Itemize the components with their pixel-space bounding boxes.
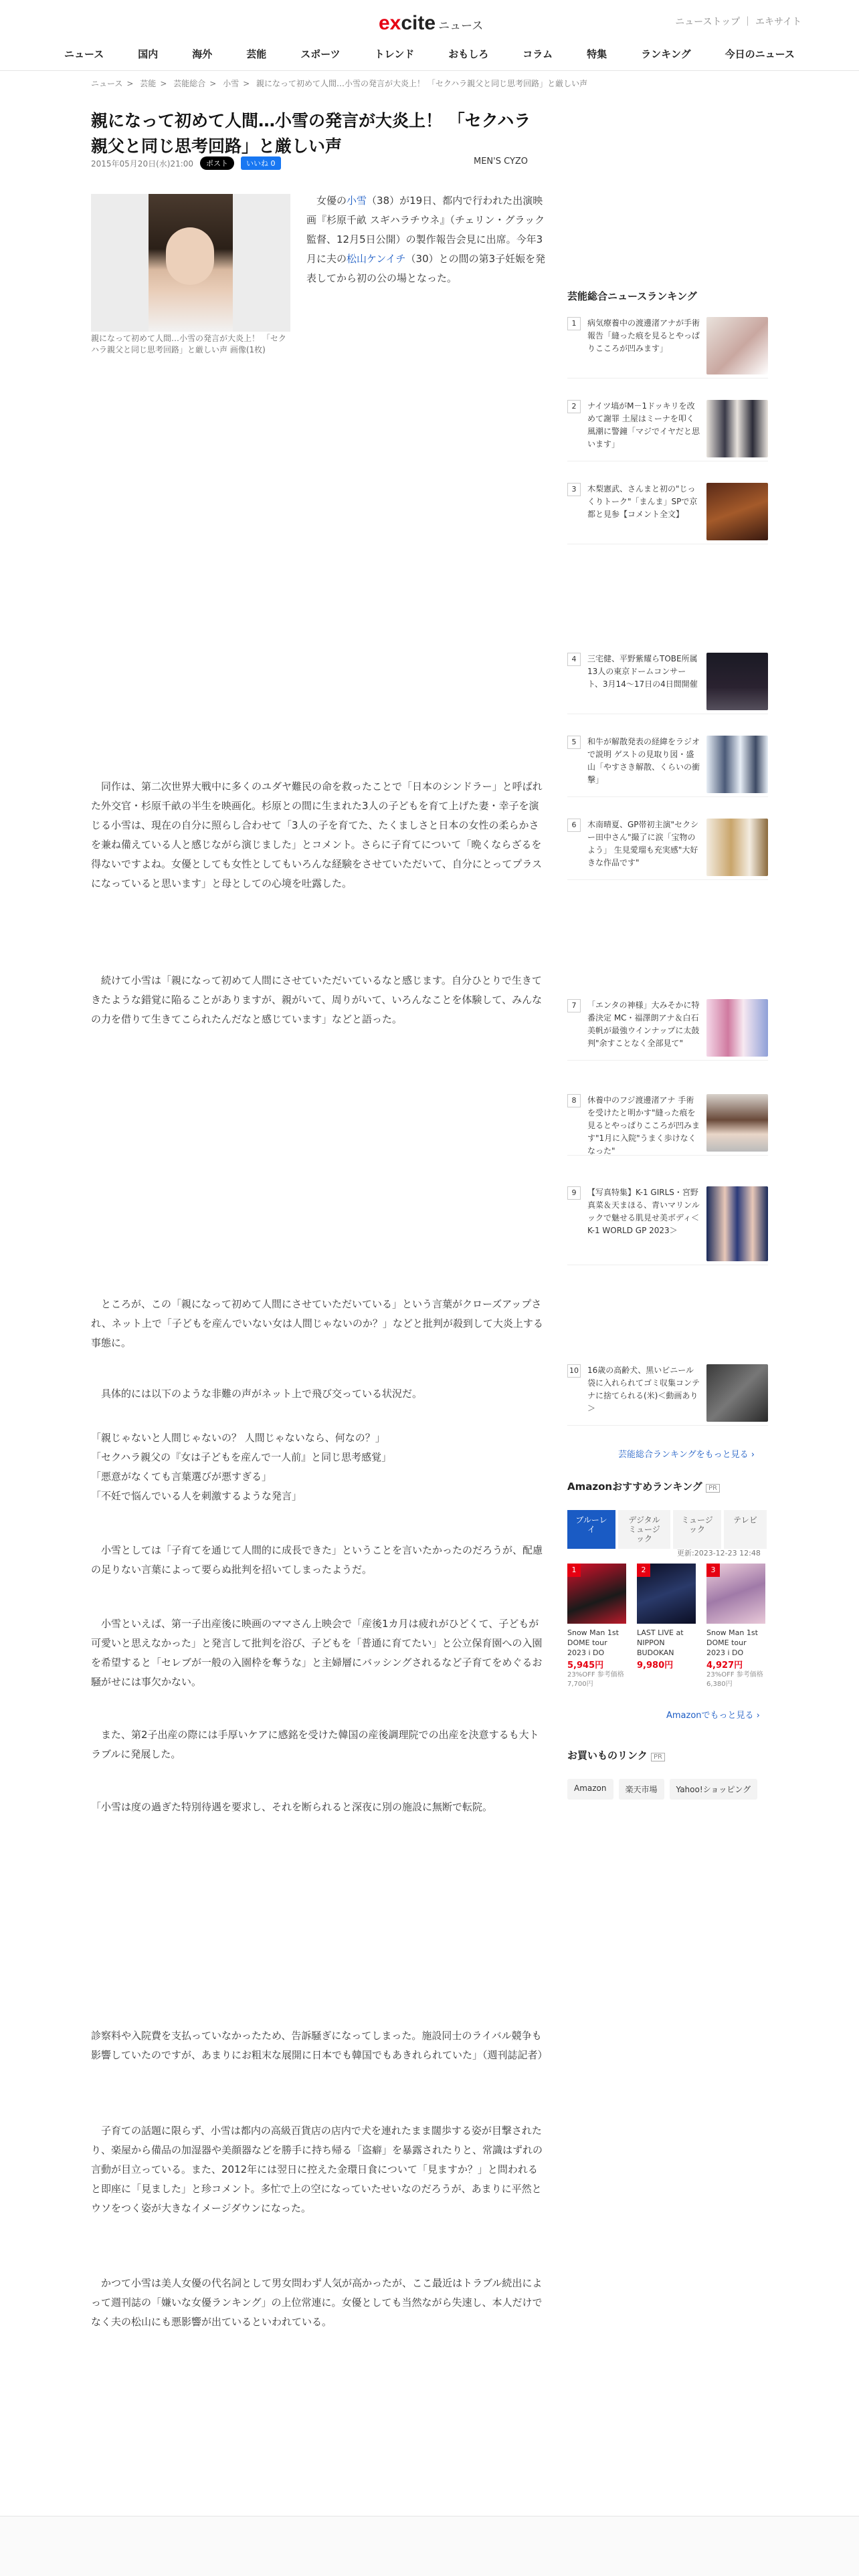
tag-link[interactable]: 小雪 [347, 195, 367, 207]
shop-link-yahoo[interactable]: Yahoo!ショッピング [670, 1779, 758, 1800]
breadcrumb-item[interactable]: 芸能 [140, 79, 157, 88]
product-name[interactable]: Snow Man 1st DOME tour 2023 i DO [706, 1628, 758, 1657]
breadcrumb-sep: > [243, 79, 250, 88]
rank-badge: 2 [637, 1564, 650, 1577]
article-source[interactable]: MEN'S CYZO [474, 156, 529, 167]
breadcrumb-current: 親になって初めて人間…小雪の発言が大炎上！ 「セクハラ親父と同じ思考回路」と厳しい声 [256, 79, 588, 88]
rank-number: 3 [567, 483, 581, 496]
ranking-item[interactable] [567, 400, 768, 461]
rank-title[interactable]: ナイツ塙がM－1ドッキリを改めて謝罪 土屋はミーナを叩く風潮に警鐘「マジでイヤだと思います」 [587, 401, 700, 449]
ranking-item[interactable] [567, 1094, 768, 1156]
product-image[interactable] [637, 1564, 696, 1624]
paragraph-text: 子育ての話題に限らず、小雪は都内の高級百貨店の店内で犬を連れたまま闊歩する姿が目撃されたり、楽屋から備品の加湿器や美顔器などを勝手に持ち帰る「盗癖」を暴露されたりと、常識はずれの言動が目立っている。また、2012年には翌日に控えた金環日食について「見ますか？」と問われると即座に「見ました」と珍コメント。多忙で上の空になっていたせいなのだろうが、あまりに平然とウソをつく姿が大きなイメージダウンになった。 [91, 2125, 543, 2214]
global-nav [64, 47, 795, 61]
shopping-links-title [567, 1748, 768, 1762]
rank-title[interactable]: 木南晴夏、GP帯初主演"セクシー田中さん"撮了に涙「宝物のよう」 生見愛瑠も充実感"大好きな作品です" [587, 820, 699, 867]
rank-badge: 3 [706, 1564, 720, 1577]
breadcrumb-sep: > [209, 79, 217, 88]
ranking-item[interactable] [567, 999, 768, 1061]
paragraph-text: 具体的には以下のような非難の声がネット上で飛び交っている状況だ。 [101, 1388, 423, 1400]
article-photo[interactable] [91, 194, 290, 332]
article-paragraph [91, 1295, 546, 1353]
article-paragraph [91, 1614, 546, 1692]
shop-link-rakuten[interactable]: 楽天市場 [619, 1779, 664, 1800]
tab-bluray[interactable]: ブルーレイ [567, 1510, 615, 1549]
ranking-item[interactable] [567, 1364, 768, 1426]
rank-thumbnail[interactable] [706, 483, 768, 540]
breadcrumb-sep: > [126, 79, 134, 88]
ranking-title: 芸能総合ニュースランキング [567, 290, 697, 302]
paragraph-text: 診察料や入院費を支払っていなかったため、告訴騒ぎになってしまった。施設同士のライバル競争も影響していたのですが、あまりにお粗末な展開に日本でも韓国でもあきれられていた」（週刊誌記者） [91, 2030, 548, 2061]
article-paragraph [91, 777, 546, 893]
article-paragraph [91, 1725, 546, 1764]
paragraph-text: 「小雪は度の過ぎた特別待遇を要求し、それを断られると深夜に別の施設に無断で転院。 [91, 1801, 493, 1813]
logo-rest: cite [401, 12, 436, 34]
rank-number: 8 [567, 1094, 581, 1107]
lead-text: （30）との間の第3子妊娠を発表してから初の公の場となった。 [306, 253, 546, 284]
page-footer [0, 2516, 859, 2576]
quote-item: 「親じゃないと人間じゃないの？ 人間じゃないなら、何なの？」 [91, 1432, 385, 1444]
product-name[interactable]: Snow Man 1st DOME tour 2023 i DO [567, 1628, 619, 1657]
amazon-title-text: Amazonおすすめランキング [567, 1481, 702, 1493]
logo-news: ニュース [438, 19, 484, 32]
paragraph-text: 小雪としては「子育てを通じて人間的に成長できた」ということを言いたかったのだろうが、配慮の足りない言葉によって要らぬ批判を招いてしまったようだ。 [91, 1544, 543, 1576]
rank-title[interactable]: 三宅健、平野紫耀らTOBE所属13人の東京ドームコンサート、3月14～17日の4日間開催 [587, 654, 698, 689]
nav-item[interactable]: おもしろ [448, 48, 489, 60]
nav-item[interactable]: 芸能 [246, 48, 267, 60]
x-post-button[interactable]: ポスト [200, 156, 234, 170]
amazon-ranking-title [567, 1479, 768, 1493]
product-price: 5,945円 [567, 1660, 604, 1671]
nav-item[interactable]: トレンド [374, 48, 415, 60]
amazon-more-link[interactable]: Amazonでもっと見る › [666, 1711, 760, 1721]
rank-thumbnail[interactable] [706, 819, 768, 876]
pr-badge: PR [706, 1484, 720, 1493]
rank-thumbnail[interactable] [706, 400, 768, 457]
nav-item[interactable]: コラム [522, 48, 553, 60]
paragraph-text: また、第2子出産の際には手厚いケアに感銘を受けた韓国の産後調理院での出産を決意するも大トラブルに発展した。 [91, 1729, 539, 1760]
nav-item[interactable]: 今日のニュース [725, 48, 795, 60]
article-paragraph [91, 971, 546, 1029]
face-shape [166, 227, 214, 285]
paragraph-text: 続けて小雪は「親になって初めて人間にさせていただいているなと感じます。自分ひとりで生きてきたような錯覚に陥ることがありますが、親がいて、周りがいて、いろんなことを体験して、みんなの力を借りて生きてこられたんだなと感じています」などと語った。 [91, 974, 543, 1025]
lead-text: （38）が19日、都内で行われた出演映画『杉原千畝 スギハラチウネ』（チェリン・グラック監督、12月5日公開）の製作報告会見に出席。今年3月に夫の [306, 195, 545, 265]
rank-number: 7 [567, 999, 581, 1012]
tab-digital-music[interactable]: デジタルミュージック [618, 1510, 670, 1549]
article-paragraph [91, 1541, 546, 1580]
rank-number: 2 [567, 400, 581, 413]
ranking-more-link[interactable]: 芸能総合ランキングをもっと見る › [618, 1450, 755, 1460]
lead-text: 女優の [316, 195, 347, 207]
tab-music[interactable]: ミュージック [673, 1510, 721, 1549]
site-header [0, 0, 859, 71]
rank-title[interactable]: 休養中のフジ渡邊渚アナ 手術を受けたと明かす"縫った痕を見るとやっぱりこころが凹みます"1月に入院"うまく歩けなくなった" [587, 1095, 700, 1156]
article-title: 親になって初めて人間…小雪の発言が大炎上！ 「セクハラ親父と同じ思考回路」と厳しい声 [91, 111, 531, 156]
rank-number: 1 [567, 317, 581, 330]
product-image[interactable] [706, 1564, 765, 1624]
rank-thumbnail[interactable] [706, 1094, 768, 1152]
paragraph-text: 同作は、第二次世界大戦中に多くのユダヤ難民の命を救ったことで「日本のシンドラー」と呼ばれた外交官・杉原千畝の半生を映画化。杉原との間に生まれた3人の子どもを育て上げた妻・幸子を演じる小雪は、現在の自分に照らし合わせて「3人の子を育てた、たくましさと日本の女性の柔らかさを兼ね備えている人と感じながら演じました」とコメント。さらに子育てについて「晩くならざるを得ないですよね。女優としても女性としてもいろんな経験をさせていただいて、自分にとってプラスになっていると思います」と母としての心境を吐露した。 [91, 780, 543, 889]
rank-badge: 1 [567, 1564, 581, 1577]
ranking-item[interactable] [567, 1186, 768, 1265]
rank-number: 9 [567, 1186, 581, 1200]
rank-thumbnail[interactable] [706, 653, 768, 710]
nav-item[interactable]: 国内 [138, 48, 159, 60]
amazon-tabs [567, 1510, 767, 1549]
rank-title[interactable]: 和牛が解散発表の経緯をラジオで説明 ゲストの見取り図・盛山「やすさき解散、くらいの衝撃」 [587, 737, 700, 784]
rank-title[interactable]: 木梨憲武、さんまと初の"じっくりトーク"「まんま」SPで京都と見参【コメント全文】 [587, 484, 698, 519]
quote-item: 「不妊で悩んでいる人を刺激するような発言」 [91, 1490, 302, 1502]
ranking-item[interactable] [567, 819, 768, 880]
paragraph-text: ところが、この「親になって初めて人間にさせていただいている」という言葉がクローズアップされ、ネット上で「子どもを産んでいない女は人間じゃないのか？」などと批判が殺到して大炎上する事態に。 [91, 1298, 543, 1349]
breadcrumb-sep: > [160, 79, 167, 88]
article-paragraph [91, 2026, 546, 2065]
quote-list [91, 1428, 546, 1506]
product-price: 9,980円 [637, 1660, 674, 1671]
article-paragraph [91, 2274, 546, 2332]
rank-title[interactable]: 「エンタの神様」大みそかに特番決定 MC・福澤朗アナ＆白石美帆が最強ウインナップに太鼓判"余すことなく全部見て" [587, 1000, 700, 1048]
rank-number: 4 [567, 653, 581, 666]
shop-title-text: お買いものリンク [567, 1749, 648, 1761]
rank-thumbnail[interactable] [706, 999, 768, 1057]
article-date: 2015年05月20日(水)21:00 [91, 158, 194, 169]
nav-item[interactable]: 特集 [587, 48, 607, 60]
lead-paragraph [306, 191, 547, 288]
rank-title[interactable]: 【写真特集】K-1 GIRLS・宮野真菜＆天まほる、青いマリンルックで魅せる肌見せ美ボディ＜K-1 WORLD GP 2023＞ [587, 1188, 700, 1235]
breadcrumb [91, 78, 591, 89]
product-image[interactable] [567, 1564, 626, 1624]
tag-link[interactable]: 松山ケンイチ [347, 253, 406, 265]
product-discount: 23%OFF 参考価格 6,380円 [706, 1671, 763, 1688]
article-paragraph [91, 1384, 546, 1404]
rank-thumbnail[interactable] [706, 317, 768, 374]
paragraph-text: 小雪といえば、第一子出産後に映画のママさん上映会で「産後1カ月は疲れがひどくて、子どもが可愛いと思えなかった」と発言して批判を浴び、子どもを「普通に育てたい」と公立保育園への入園を希望すると「セレブが一般の入園枠を奪うな」と主婦層にバッシングされるなど子育てをめぐるお騒がせには事欠かない。 [91, 1618, 543, 1688]
tab-tv[interactable]: テレビ [724, 1510, 767, 1549]
top-links[interactable]: ニューストップ ｜ エキサイト [675, 17, 801, 27]
breadcrumb-item[interactable]: 小雪 [223, 79, 240, 88]
nav-item[interactable]: 海外 [192, 48, 213, 60]
rank-title[interactable]: 16歳の高齢犬、黒いビニール袋に入れられてゴミ収集コンテナに捨てられる(米)＜動画あり＞ [587, 1366, 700, 1413]
article-meta [91, 156, 281, 170]
nav-item[interactable]: ニュース [64, 48, 104, 60]
product-card[interactable] [637, 1564, 696, 1671]
paragraph-text: かつて小雪は美人女優の代名詞として男女問わず人気が高かったが、ここ最近はトラブル続出によって週刊誌の「嫌いな女優ランキング」の上位常連に。女優としても当然ながら失速し、本人だけでなく夫の松山にも悪影響が出ているといわれている。 [91, 2277, 543, 2328]
shopping-links [567, 1779, 757, 1800]
product-card[interactable] [567, 1564, 626, 1689]
nav-item[interactable]: ランキング [641, 48, 691, 60]
excite-logo[interactable] [379, 12, 483, 35]
quote-item: 「悪意がなくても言葉選びが悪すぎる」 [91, 1471, 272, 1483]
shop-link-amazon[interactable]: Amazon [567, 1779, 613, 1800]
ranking-item[interactable] [567, 317, 768, 379]
rank-number: 5 [567, 736, 581, 749]
article-paragraph [91, 2121, 546, 2218]
ranking-item[interactable] [567, 653, 768, 714]
ranking-item[interactable] [567, 483, 768, 544]
rank-number: 10 [567, 1364, 581, 1378]
product-discount: 23%OFF 参考価格 7,700円 [567, 1671, 624, 1688]
photo-caption[interactable]: 親になって初めて人間…小雪の発言が大炎上！ 「セクハラ親父と同じ思考回路」と厳しい声 画像(1枚) [91, 334, 286, 354]
rank-number: 6 [567, 819, 581, 832]
ranking-updated: 更新:2023-12-23 12:48 [677, 1549, 761, 1558]
nav-item[interactable]: スポーツ [300, 48, 341, 60]
breadcrumb-item[interactable]: ニュース [91, 79, 123, 88]
rank-title[interactable]: 病気療養中の渡邊渚アナが手術報告「縫った痕を見るとやっぱりこころが凹みます」 [587, 318, 700, 353]
product-price: 4,927円 [706, 1660, 743, 1671]
rank-thumbnail[interactable] [706, 1186, 768, 1261]
facebook-like-button[interactable]: いいね 0 [241, 156, 281, 170]
article-paragraph [91, 1798, 546, 1817]
rank-thumbnail[interactable] [706, 736, 768, 793]
product-name[interactable]: LAST LIVE at NIPPON BUDOKAN [637, 1628, 684, 1657]
breadcrumb-item[interactable]: 芸能総合 [173, 79, 206, 88]
product-card[interactable] [706, 1564, 765, 1689]
logo-ex: ex [379, 12, 401, 34]
pr-badge: PR [651, 1753, 665, 1761]
quote-item: 「セクハラ親父の『女は子どもを産んで一人前』と同じ思考感覚」 [91, 1451, 392, 1463]
rank-thumbnail[interactable] [706, 1364, 768, 1422]
ranking-item[interactable] [567, 736, 768, 797]
